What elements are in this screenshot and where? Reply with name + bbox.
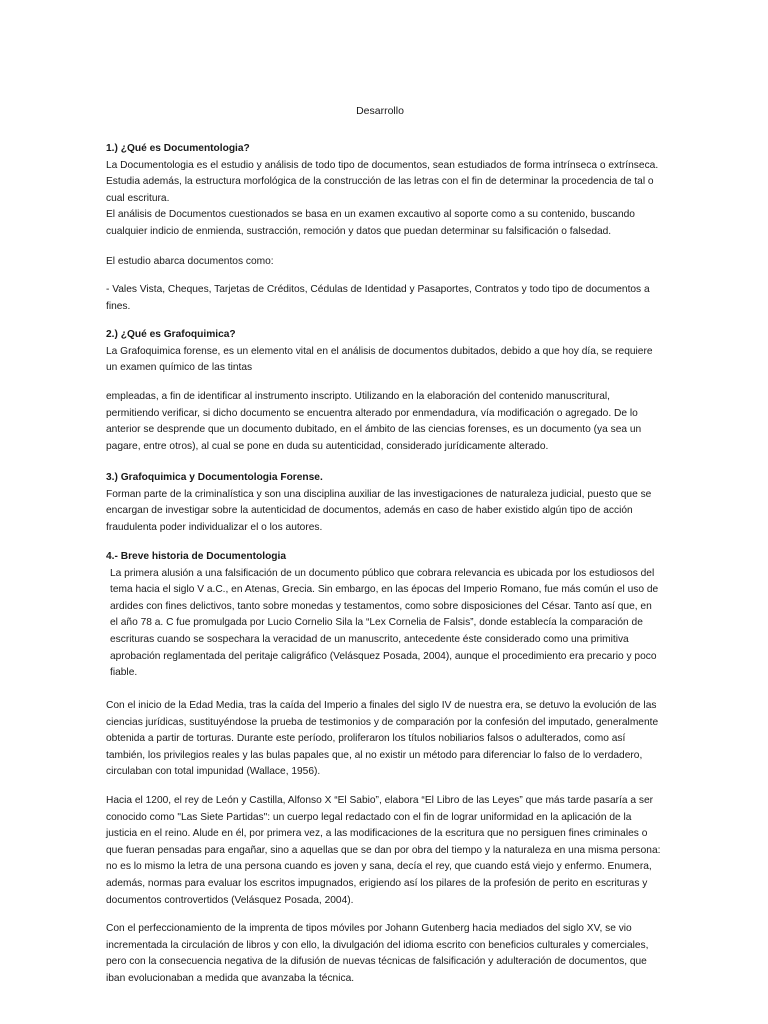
section-1-list-intro [106,254,662,271]
section-1-list [106,282,662,315]
section-1-heading: 1.) ¿Qué es Documentologia? [106,143,250,154]
section-4-block-3 [106,793,662,909]
section-3-paragraph-1: Forman parte de la criminalística y son una disciplina auxiliar de las investigaciones de naturaleza judicial, puesto que se encargan de investigar sobre la autenticidad de documentos, además en caso de haber existido algún tipo de acción fraudulenta poder individualizar el o los autores. [106,488,652,533]
section-4-block-2 [106,698,662,781]
section-2 [106,327,662,377]
section-1-paragraph-3: El estudio abarca documentos como: [106,256,274,267]
section-2-continued [106,389,662,455]
section-1-paragraph-4: - Vales Vista, Cheques, Tarjetas de Créditos, Cédulas de Identidad y Pasaportes, Contratos y todo tipo de documentos a fines. [106,284,650,312]
section-1-paragraph-2: El análisis de Documentos cuestionados se basa en un examen excautivo al soporte como a su contenido, buscando cualquier indicio de enmienda, sustracción, remoción y datos que puedan determinar su falsificación o falsedad. [106,209,635,237]
section-3-heading: 3.) Grafoquimica y Documentologia Forense. [106,472,323,483]
section-4-paragraph-1: La primera alusión a una falsificación de un documento público que cobrara relevancia es ubicada por los estudiosos del tema hacia el siglo V a.C., en Atenas, Grecia. Sin embargo, en las épocas del Imperio Romano, fue más común el uso de ardides con fines delictivos, tanto sobre monedas y testamentos, como sobre disposiciones del César. Tanto así que, en el año 78 a. C fue promulgada por Lucio Cornelio Sila la “Lex Cornelia de Falsis”, donde establecía la comparación de escrituras cuando se sospechara la veracidad de un manuscrito, antecedente éste considerado como una primitiva aprobación reglamentada del peritaje caligráfico (Velásquez Posada, 2004), aunque el procedimiento era precario y poco fiable. [110,567,659,679]
section-4-paragraph-4: Con el perfeccionamiento de la imprenta de tipos móviles por Johann Gutenberg hacia mediados del siglo XV, se vio incrementada la circulación de libros y con ello, la divulgación del idioma escrito con beneficios culturales y comerciales, pero con la consecuencia negativa de la difusión de nuevas técnicas de falsificación y adulteración de documentos, que iban evolucionaban a medida que avanzaba la técnica. [106,923,649,984]
section-4-paragraph-2: Con el inicio de la Edad Media, tras la caída del Imperio a finales del siglo IV de nuestra era, se detuvo la evolución de las ciencias jurídicas, sustituyéndose la prueba de testimonios y de comparación por la confesión del imputado, generalmente obtenida a partir de torturas. Durante este período, proliferaron los títulos nobiliarios falsos o adulterados, como así también, los privilegios reales y las bulas papales que, al no existir un método para diferenciar lo falso de lo verdadero, circulaban con total impunidad (Wallace, 1956). [106,700,659,778]
section-2-paragraph-2: empleadas, a fin de identificar al instrumento inscripto. Utilizando en la elaboración del contenido manuscritural, permitiendo verificar, si dicho documento se encuentra alterado por enmendadura, vía modificación o agregado. De lo anterior se desprende que un documento dubitado, en el ámbito de las ciencias forenses, es un documento (ya sea un pagare, entre otros), al cual se pone en duda su autenticidad, considerado jurídicamente alterado. [106,391,642,452]
section-1-paragraph-1: La Documentologia es el estudio y análisis de todo tipo de documentos, sean estudiados de forma intrínseca o extrínseca. Estudia además, la estructura morfológica de la construcción de las letras con el fin de determinar la procedencia de tal o cual escritura. [106,159,659,204]
section-4-block-4 [106,921,662,987]
section-2-paragraph-1: La Grafoquimica forense, es un elemento vital en el análisis de documentos dubitados, debido a que hoy día, se requiere un examen químico de las tintas [106,345,653,374]
section-1 [106,141,662,241]
section-4-heading: 4.- Breve historia de Documentologia [106,551,287,562]
section-3 [106,470,662,536]
section-4 [106,549,662,682]
section-4-paragraph-3: Hacia el 1200, el rey de León y Castilla, Alfonso X “El Sabio”, elabora “El Libro de las Leyes” que más tarde pasaría a ser conocido como "Las Siete Partidas": un cuerpo legal redactado con el fin de lograr uniformidad en la aplicación de la justicia en el reino. Alude en él, por primera vez, a las modificaciones de la escritura que no persiguen fines criminales o que fueran pensadas para engañar, sino a aquellas que se dan por obra del tiempo y la naturaleza en una misma persona: no es lo mismo la letra de una persona cuando es joven y sana, decía el rey, que cuando está viejo y enfermo. Enumera, además, normas para evaluar los escritos impugnados, erigiendo así los pilares de la profesión de perito en escrituras y documentos controvertidos (Velásquez Posada, 2004). [106,795,661,906]
page-title: Desarrollo [356,105,404,117]
section-2-heading: 2.) ¿Qué es Grafoquimica? [106,329,236,340]
